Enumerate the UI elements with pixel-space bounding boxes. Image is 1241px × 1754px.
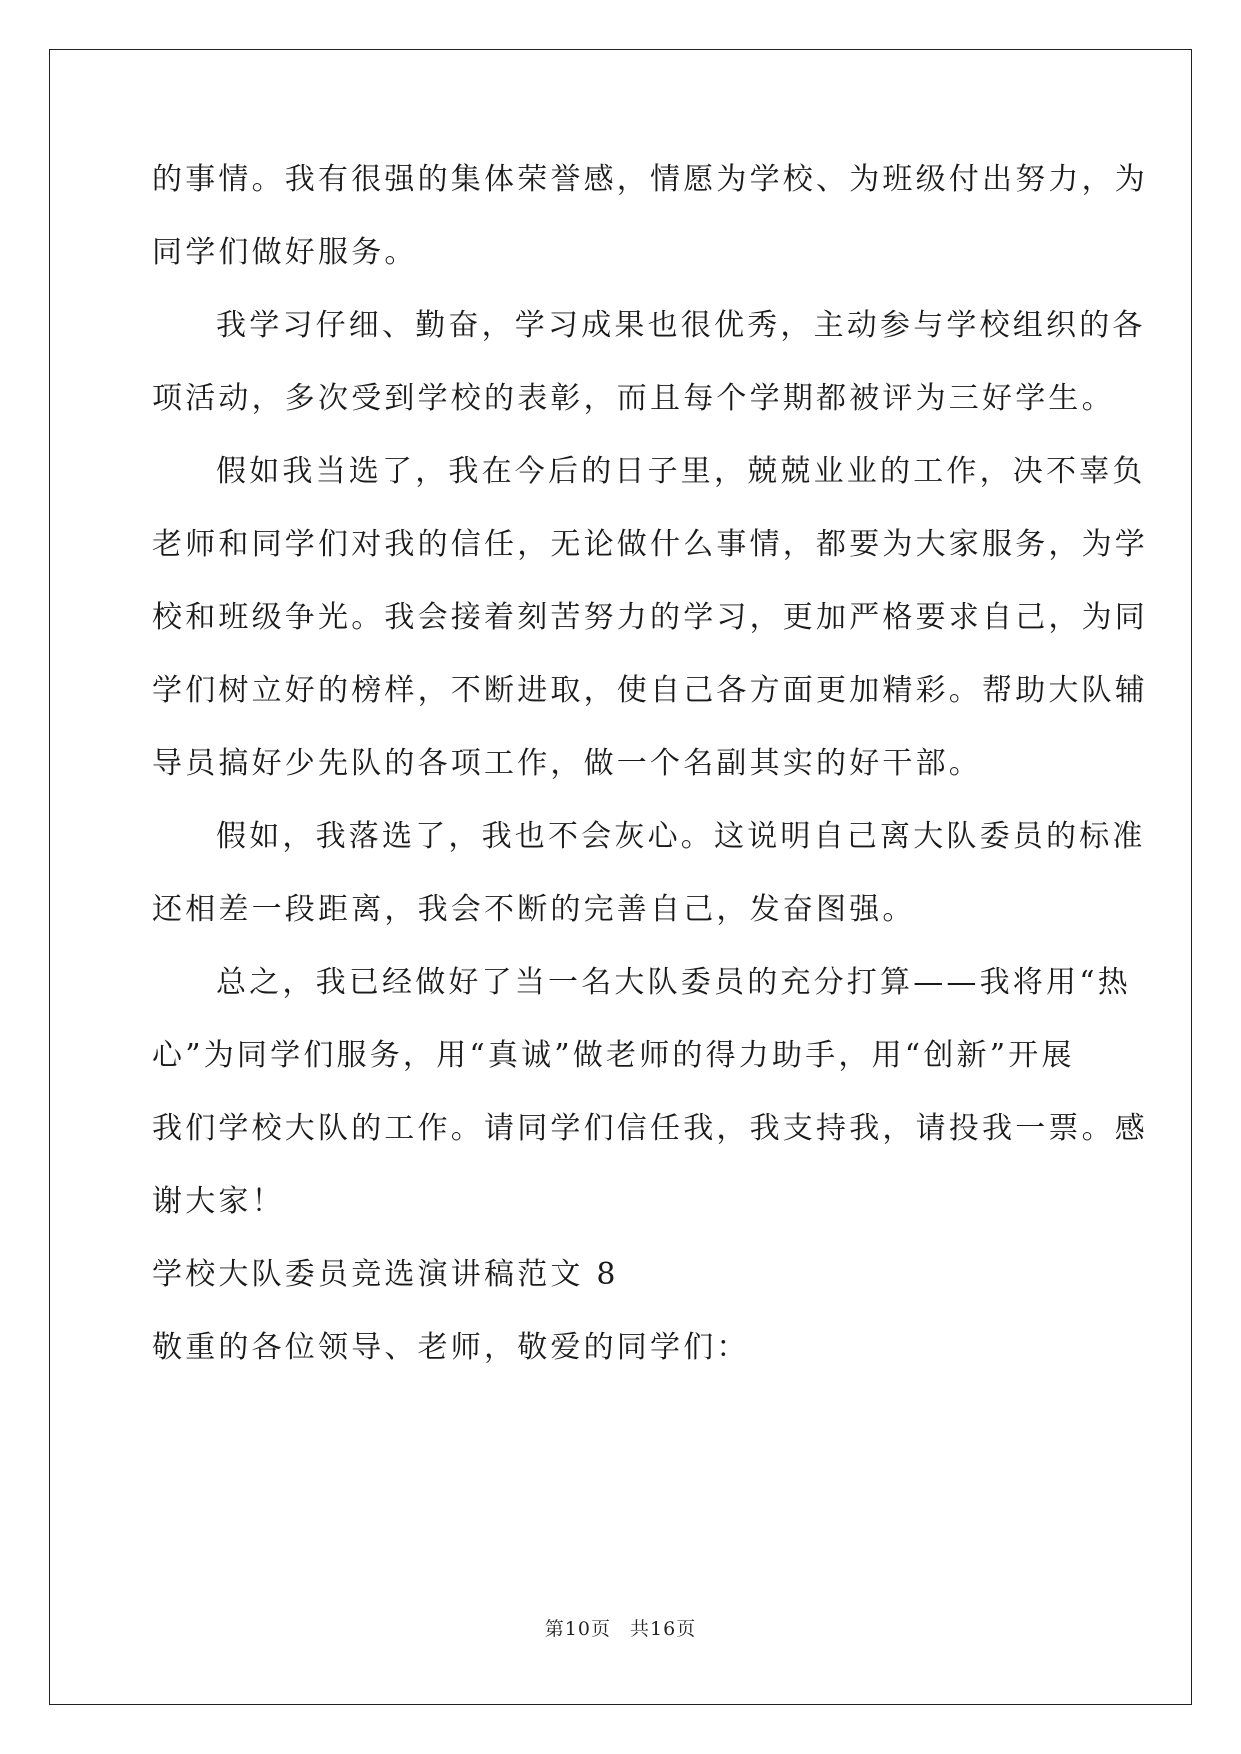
paragraph-start: 总之，我已经做好了当一名大队委员的充分打算——我将用“热 bbox=[216, 965, 1131, 1000]
text-line: 项活动，多次受到学校的表彰，而且每个学期都被评为三好学生。 bbox=[152, 381, 1115, 416]
salutation: 敬重的各位领导、老师，敬爱的同学们： bbox=[152, 1330, 750, 1365]
current-page-number: 第10页 bbox=[544, 1618, 611, 1640]
page-footer bbox=[0, 1614, 1241, 1641]
paragraph-start: 我学习仔细、勤奋，学习成果也很优秀，主动参与学校组织的各 bbox=[216, 308, 1146, 343]
total-page-count: 共16页 bbox=[630, 1618, 697, 1640]
text-line: 同学们做好服务。 bbox=[152, 235, 418, 270]
text-line: 导员搞好少先队的各项工作，做一个名副其实的好干部。 bbox=[152, 746, 982, 781]
paragraph-start: 假如，我落选了，我也不会灰心。这说明自己离大队委员的标准 bbox=[216, 819, 1146, 854]
text-line: 学们树立好的榜样，不断进取，使自己各方面更加精彩。帮助大队辅 bbox=[152, 673, 1148, 708]
text-line: 我们学校大队的工作。请同学们信任我，我支持我，请投我一票。感 bbox=[152, 1111, 1148, 1146]
page-border bbox=[49, 49, 1192, 1705]
text-line: 老师和同学们对我的信任，无论做什么事情，都要为大家服务，为学 bbox=[152, 527, 1148, 562]
text-line: 还相差一段距离，我会不断的完善自己，发奋图强。 bbox=[152, 892, 916, 927]
text-line: 心”为同学们服务，用“真诚”做老师的得力助手，用“创新”开展 bbox=[152, 1038, 1075, 1073]
text-line: 校和班级争光。我会接着刻苦努力的学习，更加严格要求自己，为同 bbox=[152, 600, 1148, 635]
section-heading: 学校大队委员竞选演讲稿范文 8 bbox=[152, 1257, 619, 1292]
paragraph-start: 假如我当选了，我在今后的日子里，兢兢业业的工作，决不辜负 bbox=[216, 454, 1146, 489]
text-line: 的事情。我有很强的集体荣誉感，情愿为学校、为班级付出努力，为 bbox=[152, 162, 1148, 197]
text-line: 谢大家！ bbox=[152, 1184, 285, 1219]
